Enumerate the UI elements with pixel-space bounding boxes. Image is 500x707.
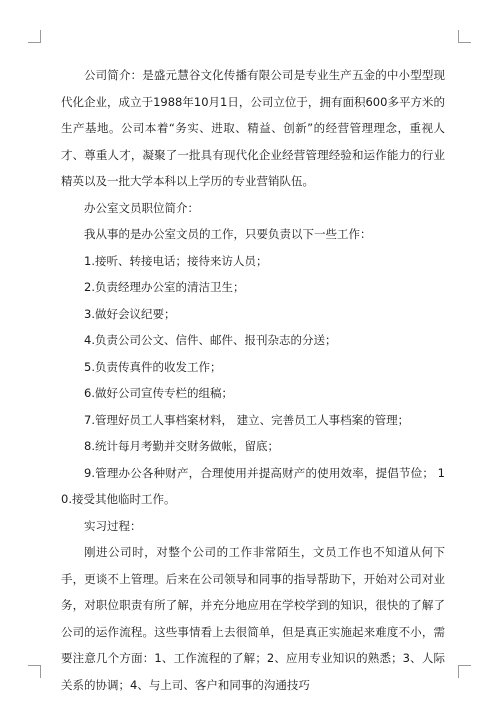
internship-process-paragraph: 刚进公司时，对整个公司的工作非常陌生，文员工作也不知道从何下手，更谈不上管理。后来在公司领导和同事的指导帮助下，开始对公司对业务，对职位职责有所了解，并充分地应用在学校学到的知识，很快的了解了公司的运作流程。这些事情看上去很简单，但是真正实施起来难度不小，需要注意几个方面：1、工作流程的了解；2、应用专业知识的熟悉；3、人际关系的协调；4、与上司、客户和同事的沟通技巧 — [61, 545, 445, 692]
duty-item-1: 1.接听、转接电话；接待来访人员； — [84, 253, 268, 268]
duty-item-8: 8.统计每月考勤并交财务做帐，留底； — [84, 439, 279, 453]
company-intro-paragraph: 公司简介：是盛元慧谷文化传播有限公司是专业生产五金的中小型型现代化企业，成立于1988年10月1日，公司立位于，拥有面积600多平方米的生产基地。公司本着“务实、进取、精益、创新”的经营管理理念，重视人才、尊重人才，凝聚了一批具有现代化企业经营管理经验和运作能力的行业精英以及一批大学本科以上学历的专业营销队伍。 — [61, 68, 445, 188]
duty-item-9-10: 9.管理办公各种财产，合理使用并提高财产的使用效率，提倡节俭； 10.接受其他临时工作。 — [61, 465, 445, 506]
crop-mark-bottom-right — [458, 665, 471, 678]
crop-mark-bottom-left — [28, 665, 41, 678]
document-body — [61, 62, 445, 698]
duty-item-2: 2.负责经理办公室的清洁卫生； — [84, 280, 245, 294]
duties-intro-paragraph: 我从事的是办公室文员的工作，只要负责以下一些工作： — [84, 227, 372, 241]
duty-item-4: 4.负责公司公文、信件、邮件、报刊杂志的分送； — [84, 333, 337, 347]
internship-process-heading: 实习过程： — [84, 518, 142, 533]
crop-mark-top-right — [458, 30, 471, 43]
crop-mark-top-left — [28, 30, 41, 43]
duty-item-6: 6.做好公司宣传专栏的组稿； — [84, 386, 233, 400]
duty-item-3: 3.做好会议纪要； — [84, 306, 176, 321]
position-intro-heading: 办公室文员职位简介： — [84, 200, 199, 215]
duty-item-7: 7.管理好员工人事档案材料， 建立、完善员工人事档案的管理； — [84, 412, 410, 427]
duty-item-5: 5.负责传真件的收发工作； — [84, 359, 222, 374]
